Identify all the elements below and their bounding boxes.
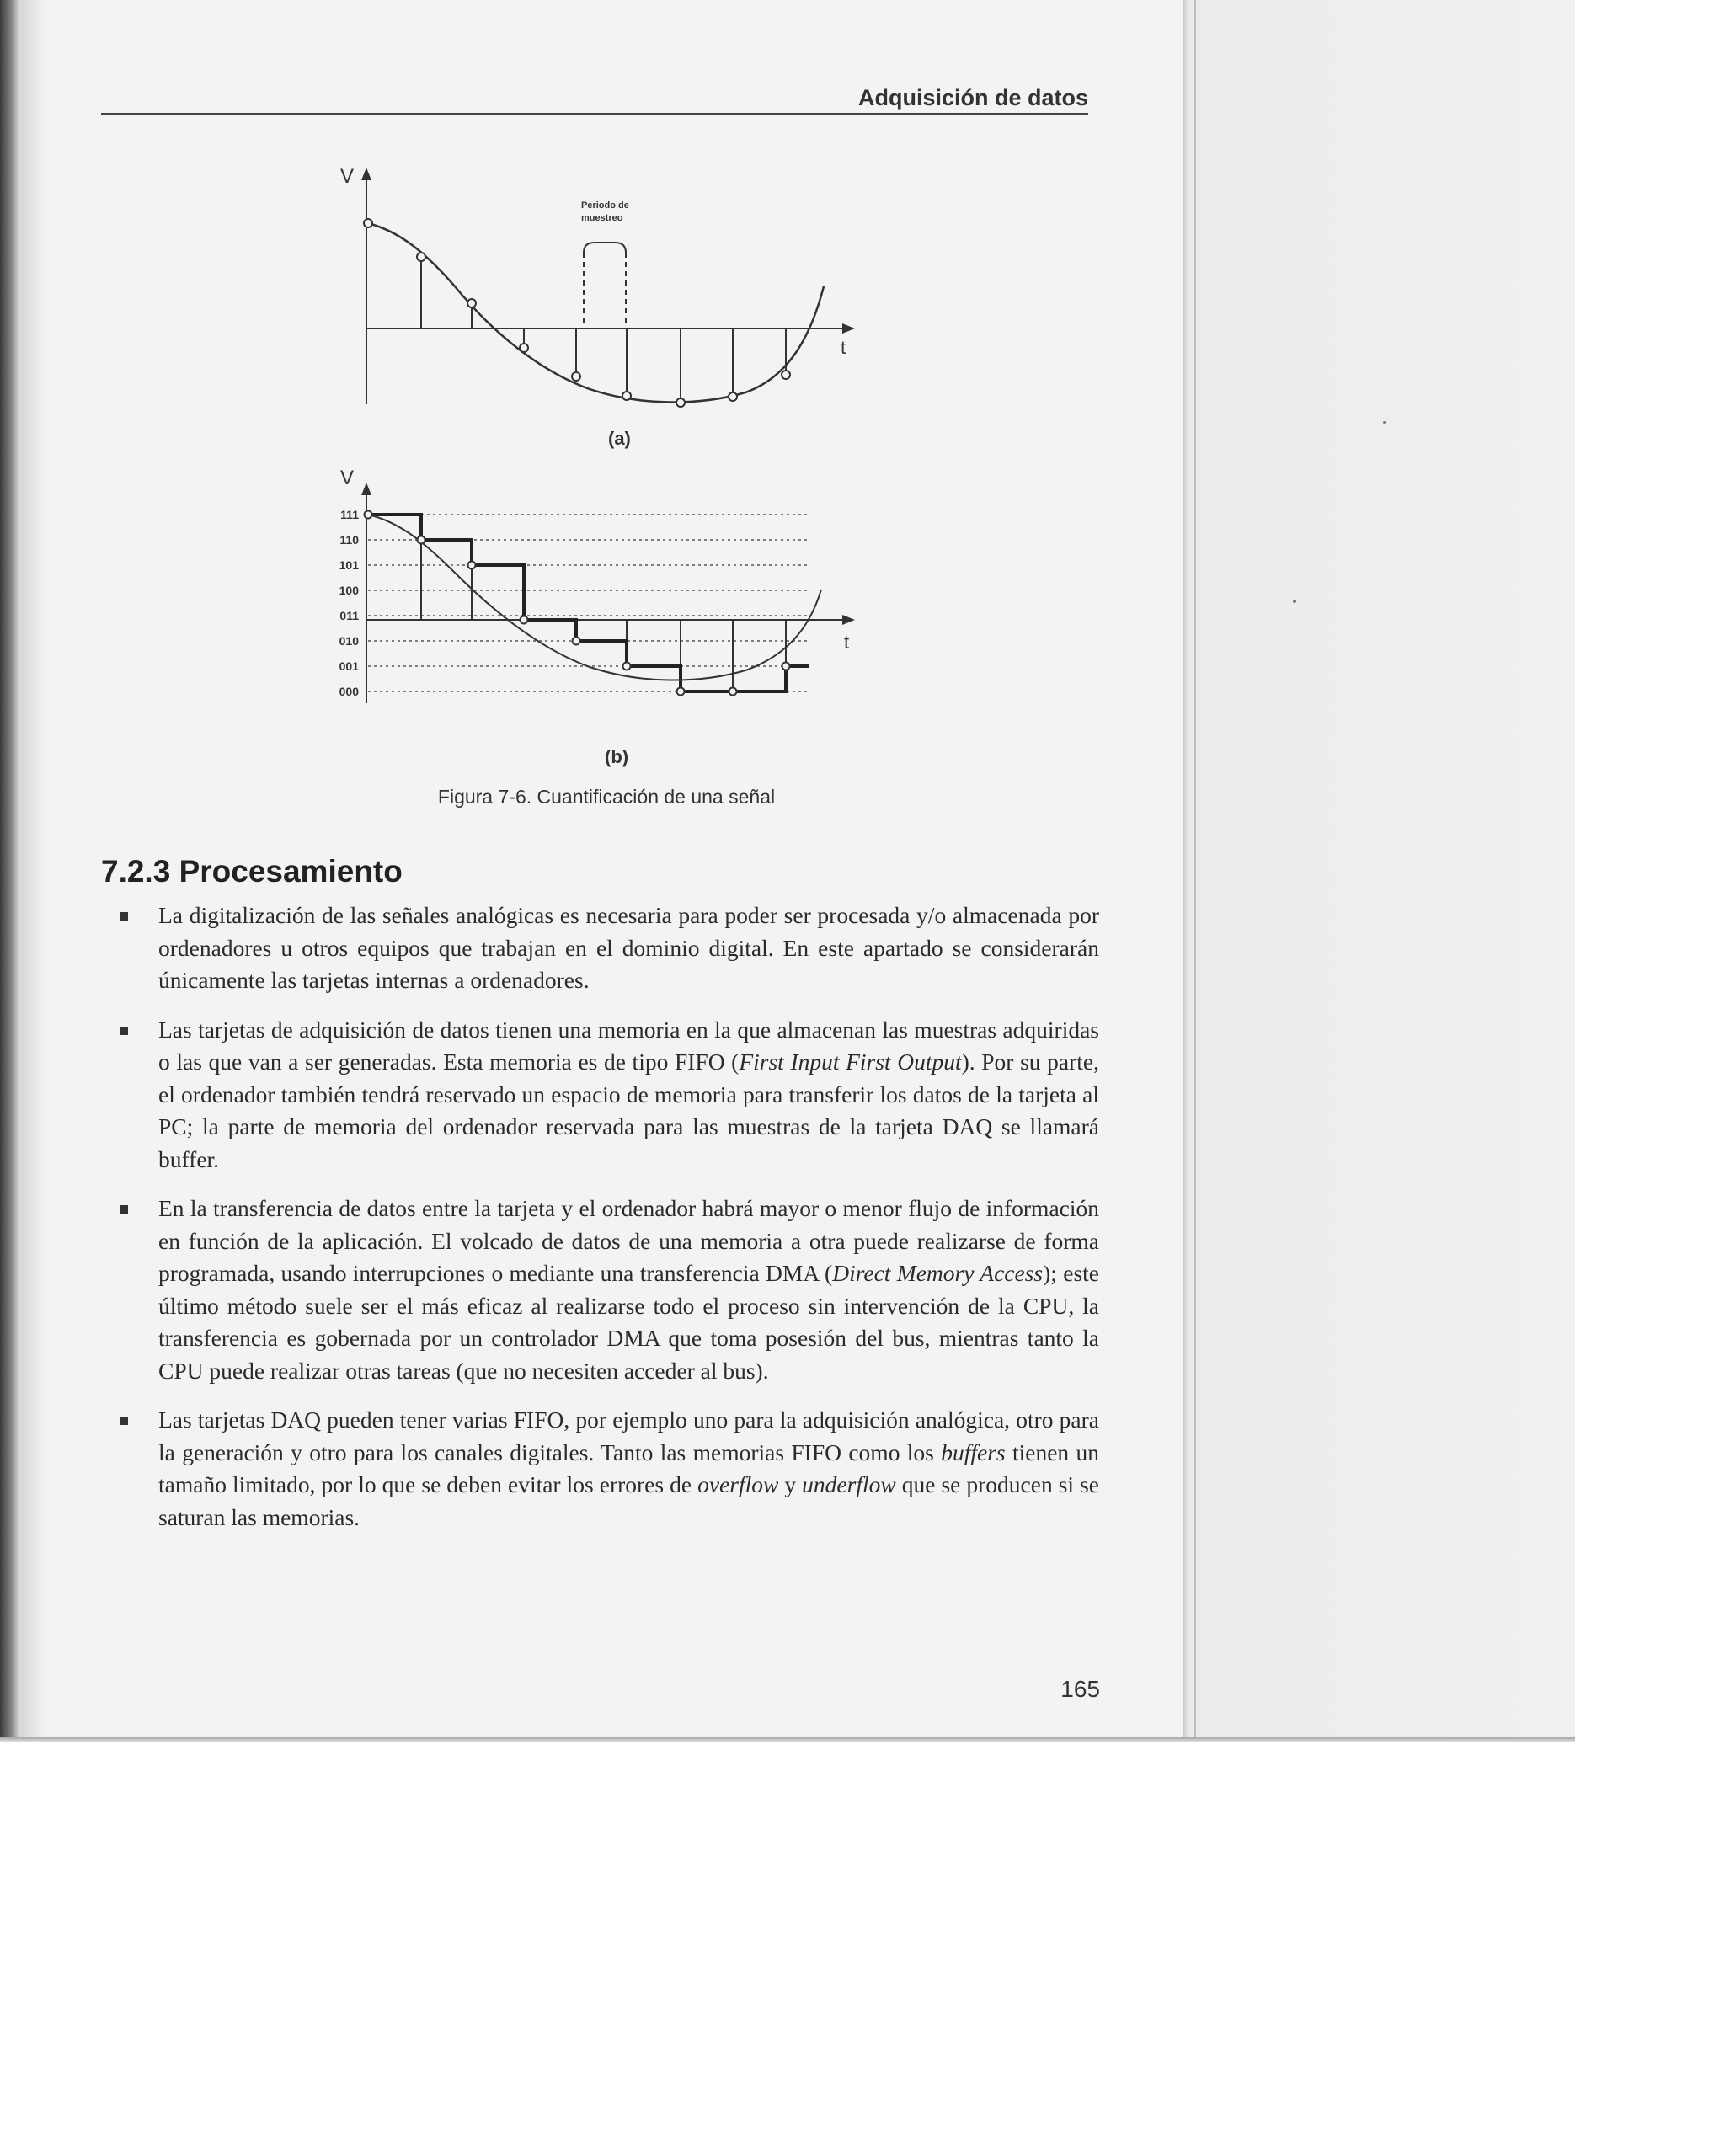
- page-bottom-edge: [0, 1737, 1575, 1742]
- paragraph-text: y: [778, 1471, 803, 1497]
- axis-v-label-b: V: [340, 467, 355, 489]
- term-italic: overflow: [697, 1471, 779, 1497]
- quantized-signal: [368, 515, 809, 691]
- term-italic: buffers: [941, 1438, 1006, 1465]
- arrow-up-icon: [361, 483, 371, 495]
- paragraph-text: ). Por su parte, el ordenador también tendrá reservado un espacio de memoria para transferir los datos de la tarjeta al PC; la parte de memoria del ordenador reservada para las muestras de la tarjeta DAQ se llamará buffer.: [158, 1049, 1099, 1172]
- level-label: 111: [340, 508, 359, 521]
- paragraph-text: Las tarjetas DAQ pueden tener varias FIFO, por ejemplo uno para la adquisición analógica, otro para la generación y otro para los canales digitales. Tanto las memorias FIFO como los: [158, 1406, 1099, 1465]
- bullet-item: [118, 1193, 1099, 1387]
- page-edge-line: [1194, 0, 1196, 1742]
- scan-speck: [1383, 421, 1386, 424]
- bullet-item: [118, 1014, 1099, 1177]
- level-label: 011: [339, 609, 359, 622]
- level-label: 001: [339, 659, 359, 673]
- level-label: 100: [339, 584, 359, 597]
- section-heading: 7.2.3 Procesamiento: [101, 854, 403, 889]
- paragraph-text: En la transferencia de datos entre la tarjeta y el ordenador habrá mayor o menor flujo de información en función de la aplicación. El volcado de datos de una memoria a otra puede realizarse de forma programada, usando interrupciones o mediante una transferencia DMA (: [158, 1195, 1099, 1286]
- scan-speck: [1293, 600, 1296, 603]
- bullet-square-icon: [120, 1417, 128, 1425]
- level-label: 110: [339, 533, 359, 547]
- binding-shadow: [20, 0, 45, 1742]
- paragraph-text: La digitalización de las señales analógicas es necesaria para poder ser procesada y/o almacenada por ordenadores u otros equipos que trabajan en el dominio digital. En este apartado se considerarán únicamente las tarjetas internas a ordenadores.: [158, 902, 1099, 993]
- sampling-period-label: muestreo: [581, 213, 623, 223]
- paragraph-text: tienen un tamaño limitado, por lo que se deben evitar los errores de: [158, 1438, 1099, 1497]
- figure-caption: Figura 7-6. Cuantificación de una señal: [437, 786, 776, 808]
- arrow-up-icon: [361, 168, 371, 180]
- sampling-period-marker: [584, 243, 626, 324]
- running-header: Adquisición de datos: [857, 85, 1088, 110]
- level-label: 000: [339, 685, 359, 698]
- axis-t-label-b: t: [844, 632, 850, 653]
- next-page-edge: [1183, 0, 1575, 1742]
- bullet-item: [118, 1404, 1099, 1534]
- bullet-square-icon: [120, 1027, 128, 1035]
- panel-b-label: (b): [605, 746, 629, 767]
- binding-shadow: [0, 0, 20, 1742]
- sample-points-a: [364, 219, 790, 407]
- axis-v-label-a: V: [340, 165, 355, 188]
- arrow-right-icon: [842, 615, 855, 625]
- arrow-right-icon: [842, 323, 855, 334]
- sample-stems-a: [421, 257, 786, 403]
- bullet-item: [118, 899, 1099, 997]
- quantization-figure: [320, 156, 859, 779]
- header-rule: [101, 113, 1088, 115]
- bullet-list: [118, 899, 1099, 1550]
- term-italic: Direct Memory Access: [832, 1260, 1044, 1286]
- paragraph-text: ); este último método suele ser el más eficaz al realizarse todo el proceso sin intervención de la CPU, la transferencia es gobernada por un controlador DMA que toma posesión del bus, mientras tanto la CPU puede realizar otras tareas (que no necesiten acceder al bus).: [158, 1260, 1100, 1384]
- quantization-levels: [339, 508, 360, 698]
- panel-a-label: (a): [608, 428, 631, 449]
- level-label: 010: [339, 634, 359, 648]
- bullet-square-icon: [120, 912, 128, 921]
- page-number: 165: [1060, 1676, 1100, 1702]
- sampling-period-label: Periodo de: [581, 200, 629, 211]
- paragraph-text: Las tarjetas de adquisición de datos tienen una memoria en la que almacenan las muestras adquiridas o las que van a ser generadas. Esta memoria es de tipo FIFO (: [158, 1016, 1099, 1075]
- bullet-square-icon: [120, 1205, 128, 1214]
- term-italic: First Input First Output: [739, 1049, 962, 1075]
- analog-signal-a: [368, 223, 824, 403]
- level-label: 101: [339, 558, 359, 572]
- term-italic: underflow: [802, 1471, 896, 1497]
- axis-t-label-a: t: [841, 337, 846, 358]
- paragraph-text: que se producen si se saturan las memorias.: [158, 1471, 1100, 1530]
